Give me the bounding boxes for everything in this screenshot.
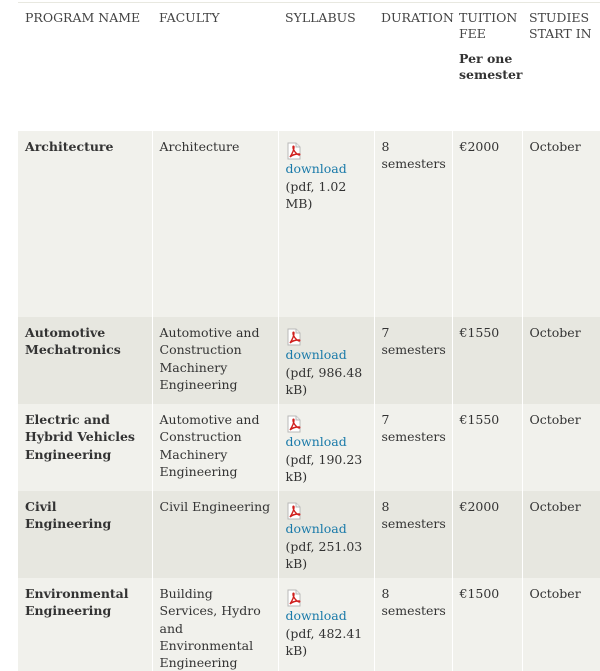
pdf-file-icon <box>286 328 302 346</box>
tuition-fee-value: €1550 <box>452 317 522 404</box>
header-tuition <box>452 3 522 132</box>
pdf-file-icon <box>286 142 302 160</box>
header-start: STUDIES START IN <box>522 3 600 132</box>
programs-table <box>18 2 600 671</box>
header-tuition-sub: Per one semester <box>459 51 523 82</box>
file-info: (pdf, 482.41 kB) <box>285 625 363 658</box>
duration-value: 7 semesters <box>374 404 452 491</box>
table-row <box>18 317 600 404</box>
header-faculty: FACULTY <box>152 3 278 132</box>
tuition-fee-value: €1550 <box>452 404 522 491</box>
program-name: Architecture <box>18 131 152 317</box>
header-syllabus: SYLLABUS <box>278 3 374 132</box>
program-name: Environmental Engineering <box>18 578 152 671</box>
tuition-fee-value: €2000 <box>452 491 522 578</box>
table-row <box>18 491 600 578</box>
pdf-file-icon <box>286 502 302 520</box>
header-program-name: PROGRAM NAME <box>18 3 152 132</box>
faculty-name: Civil Engineering <box>152 491 278 578</box>
programs-table-container <box>18 2 600 671</box>
syllabus-cell <box>278 491 374 578</box>
header-duration: DURATION <box>374 3 452 132</box>
table-row <box>18 131 600 317</box>
duration-value: 8 semesters <box>374 491 452 578</box>
syllabus-download-link[interactable]: download <box>285 347 347 363</box>
syllabus-download-link[interactable]: download <box>285 161 347 177</box>
faculty-name: Automotive and Construction Machinery Engineering <box>152 317 278 404</box>
file-info: (pdf, 251.03 kB) <box>285 538 363 571</box>
faculty-name: Automotive and Construction Machinery Engineering <box>152 404 278 491</box>
start-month: October <box>522 578 600 671</box>
syllabus-download-link[interactable]: download <box>285 608 347 624</box>
tuition-fee-value: €2000 <box>452 131 522 317</box>
program-name: Electric and Hybrid Vehicles Engineering <box>18 404 152 491</box>
start-month: October <box>522 131 600 317</box>
pdf-file-icon <box>286 415 302 433</box>
start-month: October <box>522 404 600 491</box>
pdf-file-icon <box>286 589 302 607</box>
tuition-fee-value: €1500 <box>452 578 522 671</box>
table-body <box>18 131 600 671</box>
file-info: (pdf, 1.02 MB) <box>285 178 347 211</box>
syllabus-download-link[interactable]: download <box>285 434 347 450</box>
duration-value: 8 semesters <box>374 578 452 671</box>
duration-value: 8 semesters <box>374 131 452 317</box>
start-month: October <box>522 317 600 404</box>
duration-value: 7 semesters <box>374 317 452 404</box>
program-name: Civil Engineering <box>18 491 152 578</box>
syllabus-cell <box>278 404 374 491</box>
file-info: (pdf, 190.23 kB) <box>285 451 363 484</box>
syllabus-download-link[interactable]: download <box>285 521 347 537</box>
table-row <box>18 404 600 491</box>
faculty-name: Architecture <box>152 131 278 317</box>
syllabus-cell <box>278 317 374 404</box>
faculty-name: Building Services, Hydro and Environmental Engineering <box>152 578 278 671</box>
program-name: Automotive Mechatronics <box>18 317 152 404</box>
start-month: October <box>522 491 600 578</box>
syllabus-cell <box>278 131 374 317</box>
table-header-row <box>18 3 600 132</box>
file-info: (pdf, 986.48 kB) <box>285 364 363 397</box>
header-tuition-label: TUITION FEE <box>459 10 518 41</box>
